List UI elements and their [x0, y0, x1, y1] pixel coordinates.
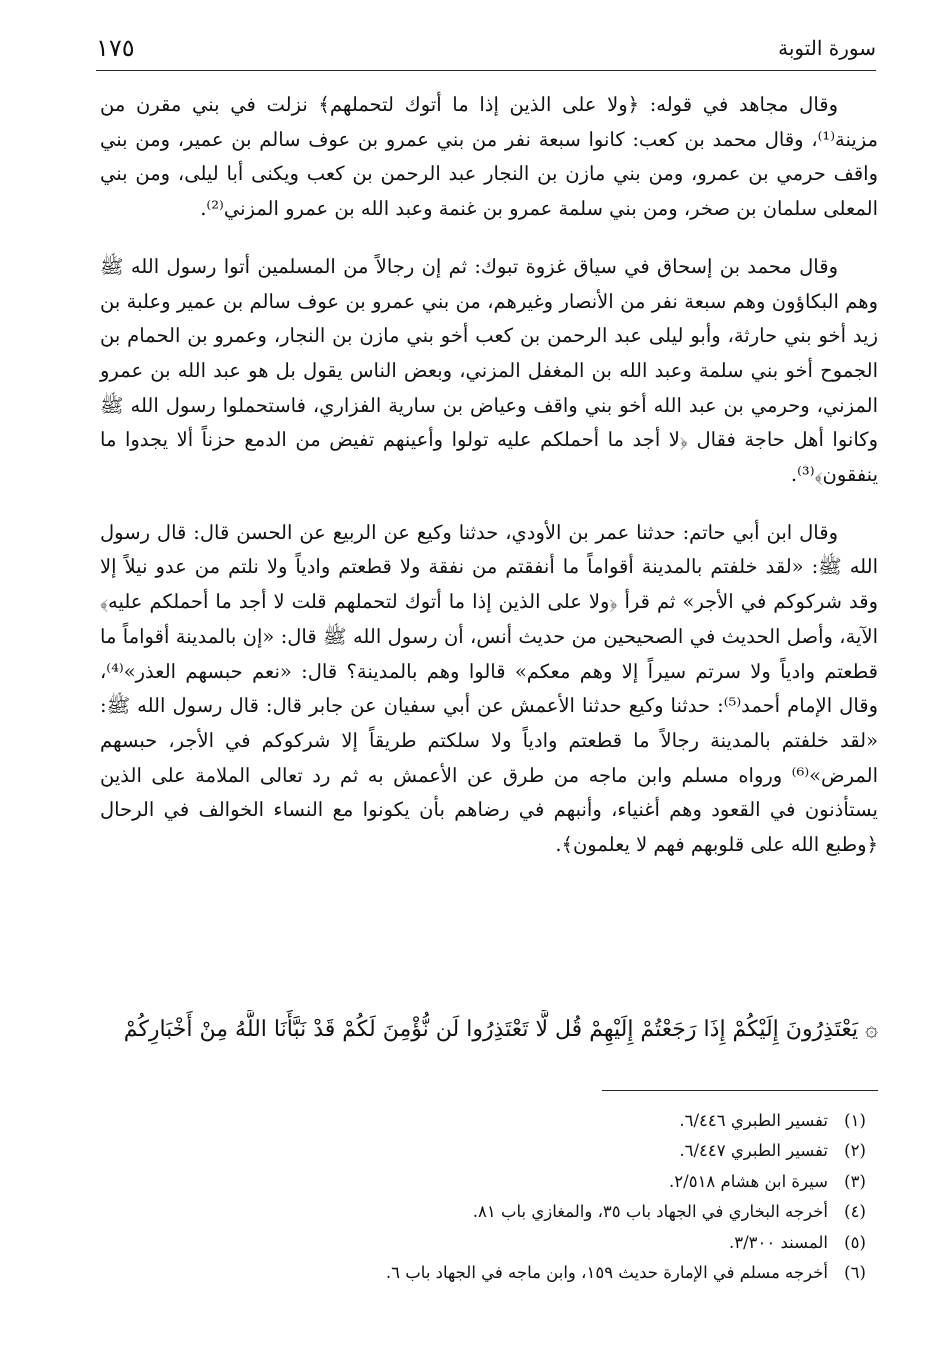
- page-header: [96, 30, 876, 71]
- surah-title: سورة التوبة: [778, 36, 876, 60]
- paragraph-ibn-ishaq: وقال محمد بن إسحاق في سياق غزوة تبوك: ثم إن رجالاً من المسلمين أتوا رسول الله ﷺ وهم البكاؤون وهم سبعة نفر من الأنصار وغيرهم، من بني عمرو بن عوف سالم بن عمير وعلبة بن زيد أخو بني حارثة، وأبو ليلى عبد الرحمن بن كعب أخو بني مازن بن النجار، وعمرو بن الحمام بن الجموح أخو بني سلمة وعبد الله بن المغفل المزني، وبعض الناس يقول بل هو عبد الله بن عمرو المزني، وحرمي بن عبد الله أخو بني واقف وعياض بن سارية الفزاري، فاستحملوا رسول الله ﷺ وكانوا أهل حاجة فقال ﴿لا أجد ما أحملكم عليه تولوا وأعينهم تفيض من الدمع حزناً ألا يجدوا ما ينفقون﴾⁽³⁾.: [100, 254, 878, 487]
- footnote-number: (٤): [844, 1202, 866, 1222]
- footnote-text: تفسير الطبري ٦/٤٤٧.: [679, 1141, 828, 1161]
- footnote: [100, 1197, 878, 1227]
- footnote-number: (٢): [844, 1141, 866, 1161]
- footnote-number: (٦): [844, 1262, 866, 1282]
- footnote-number: (١): [844, 1111, 866, 1130]
- footnote: [100, 1106, 878, 1136]
- page-number: ١٧٥: [96, 34, 135, 62]
- footnote: [100, 1167, 878, 1197]
- paragraph-mujahid: وقال مجاهد في قوله: ﴿ولا على الذين إذا ما أتوك لتحملهم﴾ نزلت في بني مقرن من مزينة⁽¹⁾، وقال محمد بن كعب: كانوا سبعة نفر من بني عمرو بن عوف سالم بن عمير، ومن بني واقف حرمي بن عمرو، ومن بني مازن بن النجار عبد الرحمن بن كعب ويكنى أبا ليلى، ومن بني المعلى سلمان بن صخر، ومن بني سلمة عمرو بن غنمة وعبد الله بن عمرو المزني⁽²⁾.: [100, 93, 878, 221]
- footnote-text: أخرجه مسلم في الإمارة حديث ١٥٩، وابن ماجه في الجهاد باب ٦.: [385, 1262, 828, 1282]
- paragraph-ibn-abi-hatim: وقال ابن أبي حاتم: حدثنا عمر بن الأودي، حدثنا وكيع عن الربيع عن الحسن قال: قال رسول الله ﷺ: «لقد خلفتم بالمدينة أقواماً ما أنفقتم من نفقة ولا قطعتم وادياً ولا نلتم من عدو نيلاً إلا وقد شركوكم في الأجر» ثم قرأ ﴿ولا على الذين إذا ما أتوك لتحملهم قلت لا أجد ما أحملكم عليه﴾ الآية، وأصل الحديث في الصحيحين من حديث أنس، أن رسول الله ﷺ قال: «إن بالمدينة أقواماً ما قطعتم وادياً ولا سرتم سيراً إلا وهم معكم» قالوا وهم بالمدينة؟ قال: «نعم حبسهم العذر»⁽⁴⁾، وقال الإمام أحمد⁽⁵⁾: حدثنا وكيع حدثنا الأعمش عن أبي سفيان عن جابر قال: قال رسول الله ﷺ: «لقد خلفتم بالمدينة رجالاً ما قطعتم وادياً ولا سلكتم طريقاً إلا شركوكم في الأجر، حبسهم المرض»⁽⁶⁾ ورواه مسلم وابن ماجه من طرق عن الأعمش به ثم رد تعالى الملامة على الذين يستأذنون في القعود وهم أغنياء، وأنبهم في رضاهم بأن يكونوا مع النساء الخوالف في الرحال ﴿وطبع الله على قلوبهم فهم لا يعلمون﴾.: [100, 520, 878, 857]
- footnotes-list: [100, 1106, 878, 1288]
- footnote: [100, 1258, 878, 1288]
- quran-verse: ۞ يَعْتَذِرُونَ إِلَيْكُمْ إِذَا رَجَعْتُمْ إِلَيْهِمْ قُل لَّا تَعْتَذِرُوا لَن نُّؤْمِنَ لَكُمْ قَدْ نَبَّأَنَا اللَّهُ مِنْ أَخْبَارِكُمْ: [123, 1017, 878, 1042]
- footnote-number: (٣): [844, 1171, 866, 1191]
- body-text: [100, 88, 878, 863]
- footnote: [100, 1228, 878, 1258]
- footnote-text: تفسير الطبري ٦/٤٤٦.: [679, 1111, 828, 1130]
- footnote: [100, 1136, 878, 1166]
- footnote-text: سيرة ابن هشام ٢/٥١٨.: [669, 1171, 828, 1191]
- footnote-text: أخرجه البخاري في الجهاد باب ٣٥، والمغازي باب ٨١.: [472, 1202, 828, 1222]
- footnote-divider: [602, 1090, 878, 1091]
- footnote-text: المسند ٣/٣٠٠.: [728, 1232, 828, 1252]
- footnote-number: (٥): [844, 1232, 866, 1252]
